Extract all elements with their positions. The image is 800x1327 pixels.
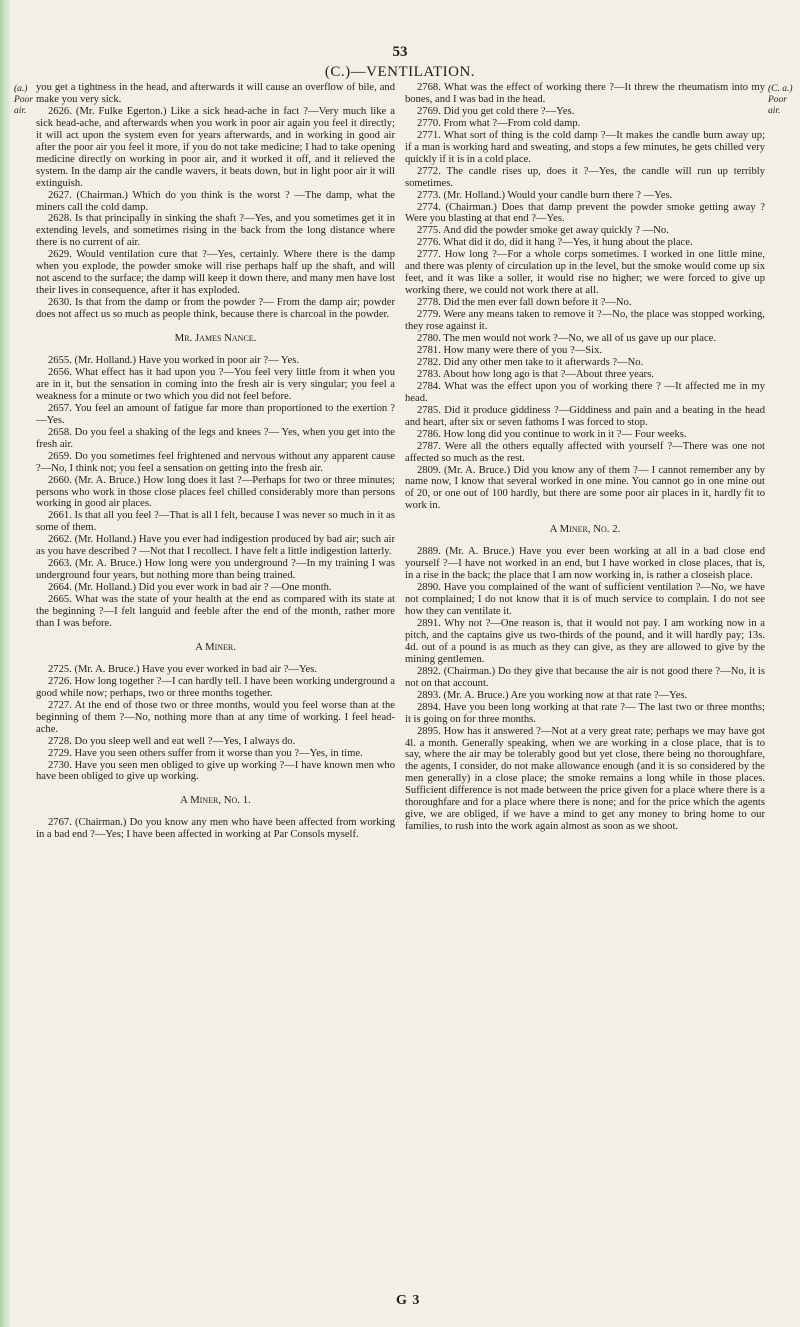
page-number: 53 xyxy=(392,44,408,60)
testimony-paragraph: 2782. Did any other men take to it afterwards ?—No. xyxy=(417,356,644,368)
testimony-paragraph: 2657. You feel an amount of fatigue far more than proportioned to the exertion ?—Yes. xyxy=(36,402,395,426)
testimony-paragraph: 2891. Why not ?—One reason is, that it would not pay. I am working now in a pitch, and the captains give us two-thirds of the pound, and it will hardly pay; 13s. 4d. out of a pound is as much as they can give, as they are allowed to give by the mining gentlemen. xyxy=(405,617,765,665)
testimony-paragraph: 2728. Do you sleep well and eat well ?—Yes, I always do. xyxy=(48,735,296,747)
witness-heading: Mr. James Nance. xyxy=(174,332,257,345)
testimony-paragraph: 2727. At the end of those two or three months, would you feel worse than at the beginning of them ?—No, nothing more than at any time of working. I feel head-ache. xyxy=(36,699,395,735)
testimony-paragraph: 2627. (Chairman.) Which do you think is the worst ? —The damp, what the miners call the cold damp. xyxy=(36,189,395,213)
testimony-paragraph: 2629. Would ventilation cure that ?—Yes, certainly. Where there is the damp when you explode, the powder smoke will rise perhaps half up the shaft, and will not ascend to the surface; the damp will keep it down there, and many men have lost their lives in consequence, after it has exploded. xyxy=(36,249,395,297)
testimony-paragraph: 2664. (Mr. Holland.) Did you ever work in bad air ? —One month. xyxy=(48,582,332,594)
testimony-paragraph: 2769. Did you get cold there ?—Yes. xyxy=(417,105,575,117)
testimony-paragraph: 2768. What was the effect of working there ?—It threw the rheumatism into my bones, and I was bad in the head. xyxy=(405,82,765,105)
testimony-paragraph: 2770. From what ?—From cold damp. xyxy=(417,117,581,129)
testimony-paragraph: 2661. Is that all you feel ?—That is all I felt, because I was never so much in it as some of them. xyxy=(36,510,395,534)
testimony-paragraph: 2665. What was the state of your health at the end as compared with its state at the beginning ?—I felt languid and feeble after the end of the month, rather more than I was before. xyxy=(36,594,395,629)
testimony-paragraph: 2895. How has it answered ?—Not at a very great rate; perhaps we may have got 4l. a month. Generally speaking, when we are working in a close place, that is to say, where the air may be tolerably good but yet close, there being no thoroughfare, the agents, I consider, do not make allowance enough (and it is so considered by the men generally) in a close place; the smoke remains a long while in those places. Sufficient difference is not made between the price given for a place where there is a thoroughfare and for a place where there is none; and for the price which the agents give, we are obliged, if we have a mind to get any money to bring home to our families, to rush into the work again almost as soon as we shoot. xyxy=(405,725,765,833)
page-edge xyxy=(0,0,10,1327)
testimony-paragraph: 2663. (Mr. A. Bruce.) How long were you underground ?—In my training I was underground four years, but nothing more than being trained. xyxy=(36,558,395,582)
testimony-paragraph: 2778. Did the men ever fall down before it ?—No. xyxy=(417,297,632,309)
testimony-paragraph: 2894. Have you been long working at that rate ?— The last two or three months; it is going on for three months. xyxy=(405,701,765,725)
testimony-paragraph: 2890. Have you complained of the want of sufficient ventilation ?—No, we have not complained; I do not know that it is of much service to complain. I do not see how they can ventilate it. xyxy=(405,582,765,618)
margin-note-left: (a.) Poor air. xyxy=(14,84,33,116)
testimony-paragraph: 2773. (Mr. Holland.) Would your candle burn there ? —Yes. xyxy=(417,189,673,201)
testimony-paragraph: 2775. And did the powder smoke get away quickly ? —No. xyxy=(417,225,669,237)
testimony-paragraph: 2786. How long did you continue to work in it ?— Four weeks. xyxy=(417,428,687,440)
testimony-paragraph: 2787. Were all the others equally affected with yourself ?—There was one not affected so much as the rest. xyxy=(405,440,765,464)
testimony-paragraph: 2658. Do you feel a shaking of the legs and knees ?— Yes, when you get into the fresh air. xyxy=(36,426,395,450)
witness-heading: A Miner, No. 1. xyxy=(180,794,251,807)
testimony-paragraph: 2729. Have you seen others suffer from it worse than you ?—Yes, in time. xyxy=(48,747,363,759)
testimony-paragraph: 2630. Is that from the damp or from the powder ?— From the damp air; powder does not affect us so much as people think, because there is charcoal in the powder. xyxy=(36,297,395,321)
testimony-paragraph: 2628. Is that principally in sinking the shaft ?—Yes, and you sometimes get it in extending levels, and sometimes rising in the back from the long distance where there is no current of air. xyxy=(36,213,395,249)
testimony-paragraph: 2662. (Mr. Holland.) Have you ever had indigestion produced by bad air; such air as you have described ? —Not that I recollect. I have felt a little indigestion latterly. xyxy=(36,534,395,558)
signature-mark: G 3 xyxy=(396,1293,421,1308)
testimony-paragraph: 2784. What was the effect upon you of working there ? —It affected me in my head. xyxy=(405,380,765,404)
testimony-paragraph: 2730. Have you seen men obliged to give up working ?—I have known men who have been obliged to give up working. xyxy=(36,759,395,783)
testimony-paragraph: 2626. (Mr. Fulke Egerton.) Like a sick head-ache in fact ?—Very much like a sick head-ache, and afterwards when you work in poor air again you feel it directly; it will act upon the system even for years afterwards, and in working in good air after the poor air you feel it more, if you do not take medicine; I had to take opening medicine directly on working in poor air, and it worked it off, and it relieved the system. In the damp air the candle wavers, it beats down, but in light poor air it will extinguish. xyxy=(36,105,395,189)
testimony-paragraph: 2655. (Mr. Holland.) Have you worked in poor air ?— Yes. xyxy=(48,355,299,367)
witness-heading: A Miner, No. 2. xyxy=(549,523,621,536)
testimony-paragraph: 2779. Were any means taken to remove it ?—No, the place was stopped working, they rose against it. xyxy=(405,309,765,333)
testimony-paragraph: 2777. How long ?—For a whole corps sometimes. I worked in one little mine, and there was plenty of circulation up in the level, but the smoke would come up six feet, and it was like a soller, it would rise no higher; we were forced to give up working there, we could not work there at all. xyxy=(405,249,765,297)
testimony-paragraph: 2659. Do you sometimes feel frightened and nervous without any apparent cause ?—No, I think not; you feel a sensation on getting into the fresh air. xyxy=(36,450,395,474)
testimony-paragraph: 2656. What effect has it had upon you ?—You feel very little from it when you are in it, but the sensation in coming into the fresh air is very singular; you feel a weakness for a minute or two which you did not feel before. xyxy=(36,366,395,402)
testimony-paragraph: 2780. The men would not work ?—No, we all of us gave up our place. xyxy=(417,333,717,345)
testimony-paragraph: 2892. (Chairman.) Do they give that because the air is not good there ?—No, it is not on that account. xyxy=(405,665,765,689)
testimony-paragraph: 2772. The candle rises up, does it ?—Yes, the candle will run up terribly sometimes. xyxy=(405,165,765,189)
testimony-paragraph: 2660. (Mr. A. Bruce.) How long does it last ?—Perhaps for two or three minutes; persons who work in those close places feel chilled considerably more than persons working in good air places. xyxy=(36,474,395,510)
testimony-paragraph: 2889. (Mr. A. Bruce.) Have you ever been working at all in a bad close end yourself ?—I have not worked in an end, but I have worked in close places, that is, in a rise in the back; the place that I am now working in, is rather a closeish place. xyxy=(405,546,765,582)
testimony-paragraph: 2726. How long together ?—I can hardly tell. I have been working underground a good while now; perhaps, two or three months together. xyxy=(36,675,395,699)
testimony-paragraph: 2785. Did it produce giddiness ?—Giddiness and pain and a beating in the head and heart, after six or seven fathoms I was forced to stop. xyxy=(405,404,765,428)
testimony-paragraph: you get a tightness in the head, and afterwards it will cause an overflow of bile, and make you very sick. xyxy=(36,82,395,105)
testimony-paragraph: 2809. (Mr. A. Bruce.) Did you know any of them ?— I cannot remember any by name now, I know that several worked in one mine. You cannot go in one mine out of 20, or one out of 100 hardly, but there are some poor air places in it, hardly fit to work in. xyxy=(405,464,765,512)
testimony-paragraph: 2781. How many were there of you ?—Six. xyxy=(417,344,603,356)
margin-note-right: (C. a.) Poor air. xyxy=(768,84,793,116)
testimony-paragraph: 2893. (Mr. A. Bruce.) Are you working now at that rate ?—Yes. xyxy=(417,689,688,701)
right-column xyxy=(405,82,765,1292)
section-heading: (C.)—VENTILATION. xyxy=(324,64,476,80)
testimony-paragraph: 2767. (Chairman.) Do you know any men who have been affected from working in a bad end ?—Yes; I have been affected in working at Par Consols myself. xyxy=(36,817,395,841)
left-column xyxy=(36,82,395,1292)
testimony-paragraph: 2771. What sort of thing is the cold damp ?—It makes the candle burn away up; if a man is working hard and sweating, and stops a few minutes, he gets chilled very quickly if it is in a cold place. xyxy=(405,129,765,165)
testimony-paragraph: 2776. What did it do, did it hang ?—Yes, it hung about the place. xyxy=(417,237,693,249)
witness-heading: A Miner. xyxy=(195,640,236,653)
testimony-paragraph: 2774. (Chairman.) Does that damp prevent the powder smoke getting away ? Were you blasting at that end ?—Yes. xyxy=(405,201,765,225)
testimony-paragraph: 2783. About how long ago is that ?—About three years. xyxy=(417,368,654,380)
testimony-paragraph: 2725. (Mr. A. Bruce.) Have you ever worked in bad air ?—Yes. xyxy=(48,663,318,675)
